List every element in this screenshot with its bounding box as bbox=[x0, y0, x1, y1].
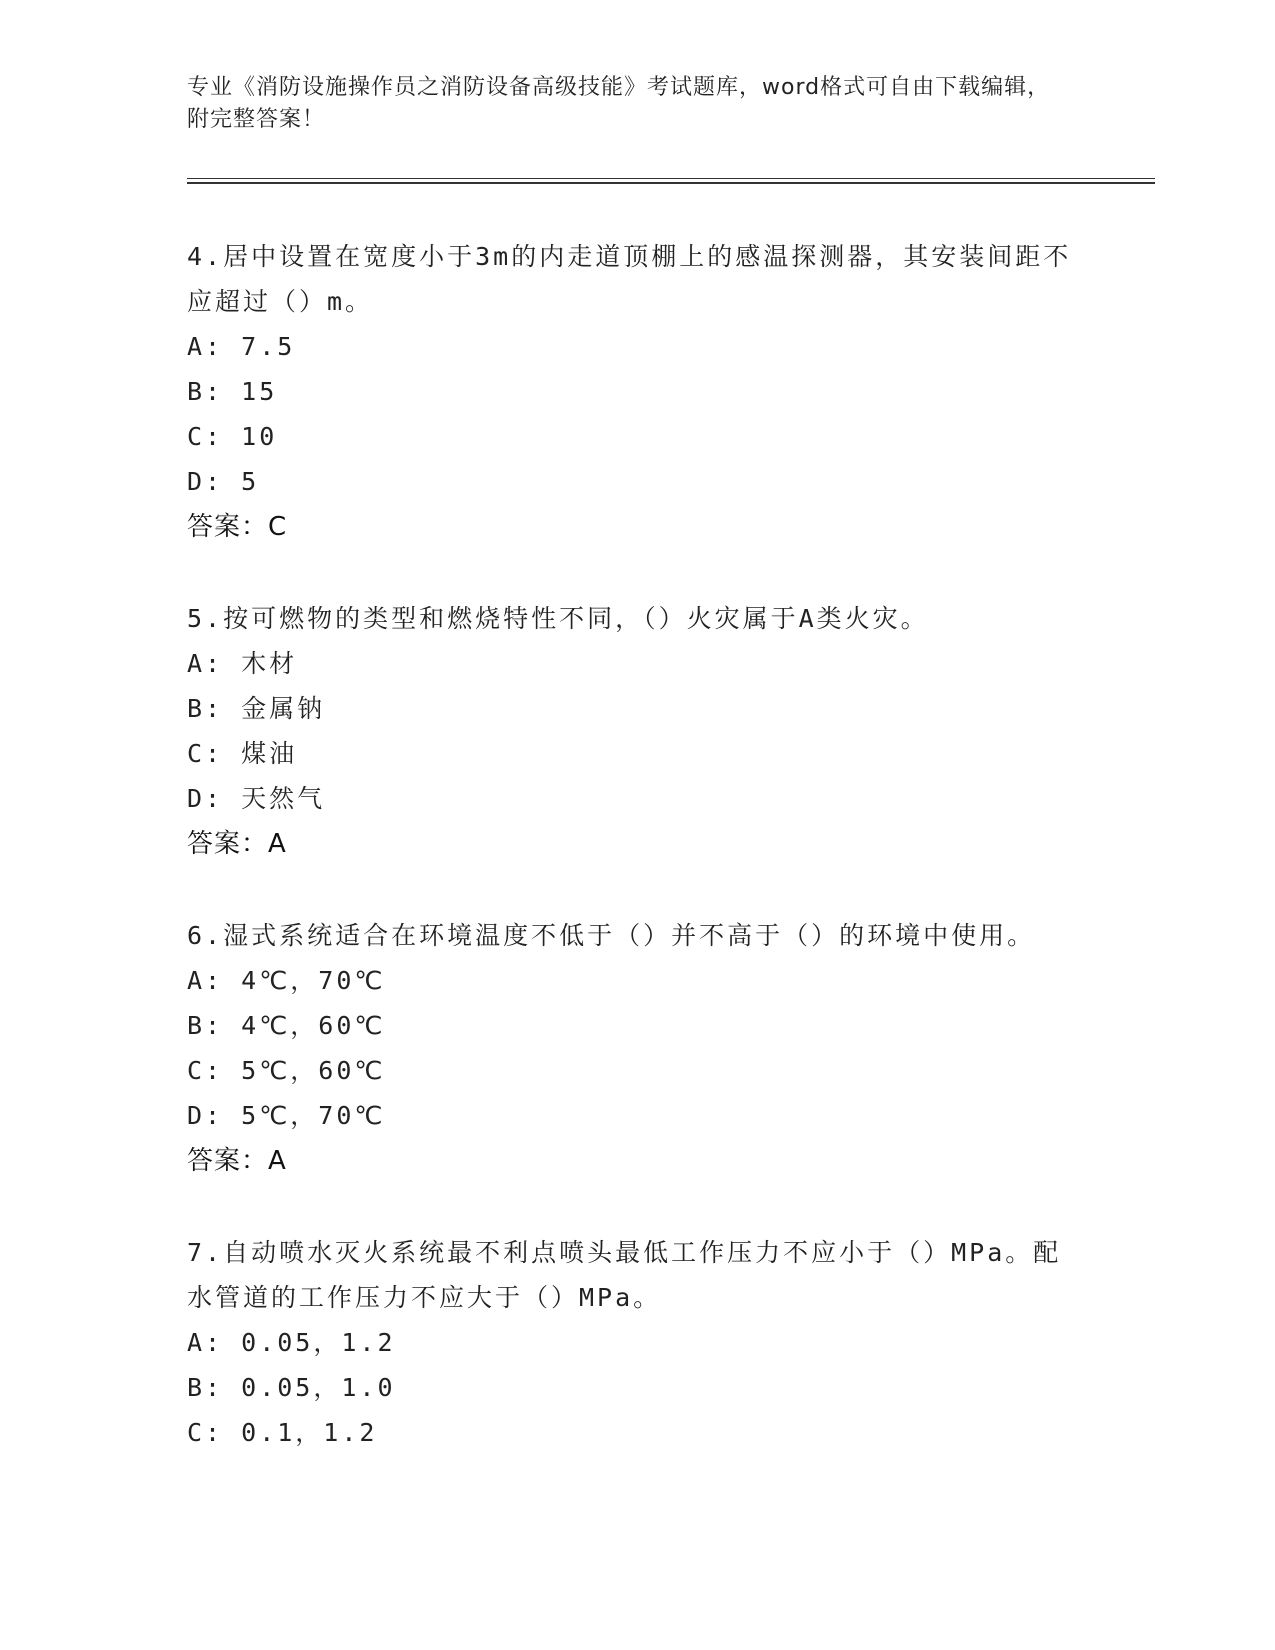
option-b bbox=[187, 1003, 1087, 1048]
question-stem: 6.湿式系统适合在环境温度不低于（）并不高于（）的环境中使用。 bbox=[187, 921, 1036, 950]
option-d bbox=[187, 1093, 1087, 1138]
option-d bbox=[187, 459, 1087, 504]
question-stem: 5.按可燃物的类型和燃烧特性不同，（）火灾属于A类火灾。 bbox=[187, 604, 929, 633]
option-key: C: bbox=[187, 1056, 242, 1085]
answer-line: 答案：A bbox=[187, 1146, 287, 1176]
option-c bbox=[187, 1048, 1087, 1093]
answer-line: 答案：C bbox=[187, 512, 288, 542]
option-c bbox=[187, 414, 1087, 459]
question-5 bbox=[187, 596, 1087, 867]
option-text: 天然气 bbox=[241, 784, 326, 813]
option-text: 0.05，1.2 bbox=[241, 1328, 396, 1357]
option-key: A: bbox=[187, 966, 242, 995]
question-6 bbox=[187, 913, 1087, 1184]
option-text: 4℃，70℃ bbox=[241, 966, 386, 995]
option-key: A: bbox=[187, 1328, 242, 1357]
option-a bbox=[187, 958, 1087, 1003]
option-key: C: bbox=[187, 739, 242, 768]
option-c bbox=[187, 1410, 1087, 1455]
option-key: B: bbox=[187, 377, 242, 406]
option-text: 7.5 bbox=[241, 332, 296, 361]
document-header: 专业《消防设施操作员之消防设备高级技能》考试题库，word格式可自由下载编辑，附完整答案！ bbox=[187, 75, 1051, 132]
option-key: B: bbox=[187, 1373, 242, 1402]
option-a bbox=[187, 1320, 1087, 1365]
option-key: D: bbox=[187, 784, 242, 813]
option-key: A: bbox=[187, 649, 242, 678]
option-text: 15 bbox=[241, 377, 278, 406]
option-b bbox=[187, 1365, 1087, 1410]
option-key: C: bbox=[187, 422, 242, 451]
option-key: B: bbox=[187, 1011, 242, 1040]
question-stem: 4.居中设置在宽度小于3m的内走道顶棚上的感温探测器，其安装间距不应超过（）m。 bbox=[187, 242, 1072, 316]
option-b bbox=[187, 369, 1087, 414]
option-a bbox=[187, 324, 1087, 369]
option-text: 10 bbox=[241, 422, 278, 451]
question-7 bbox=[187, 1230, 1087, 1455]
option-a bbox=[187, 641, 1087, 686]
option-text: 金属钠 bbox=[241, 694, 326, 723]
option-text: 5℃，60℃ bbox=[241, 1056, 386, 1085]
option-text: 5 bbox=[241, 467, 260, 496]
question-4 bbox=[187, 234, 1087, 550]
option-text: 煤油 bbox=[241, 739, 298, 768]
option-b bbox=[187, 686, 1087, 731]
option-c bbox=[187, 731, 1087, 776]
question-list bbox=[187, 234, 1087, 1501]
option-text: 4℃，60℃ bbox=[241, 1011, 386, 1040]
option-key: D: bbox=[187, 1101, 242, 1130]
option-text: 0.05，1.0 bbox=[241, 1373, 396, 1402]
header-divider-thin bbox=[187, 178, 1155, 179]
option-key: C: bbox=[187, 1418, 242, 1447]
option-text: 木材 bbox=[241, 649, 298, 678]
option-text: 0.1，1.2 bbox=[241, 1418, 378, 1447]
option-key: B: bbox=[187, 694, 242, 723]
option-key: D: bbox=[187, 467, 242, 496]
header-divider-thick bbox=[187, 182, 1155, 184]
option-key: A: bbox=[187, 332, 242, 361]
option-text: 5℃，70℃ bbox=[241, 1101, 386, 1130]
question-stem: 7.自动喷水灭火系统最不利点喷头最低工作压力不应小于（）MPa。配水管道的工作压力不应大于（）MPa。 bbox=[187, 1238, 1062, 1312]
option-d bbox=[187, 776, 1087, 821]
answer-line: 答案：A bbox=[187, 829, 287, 859]
